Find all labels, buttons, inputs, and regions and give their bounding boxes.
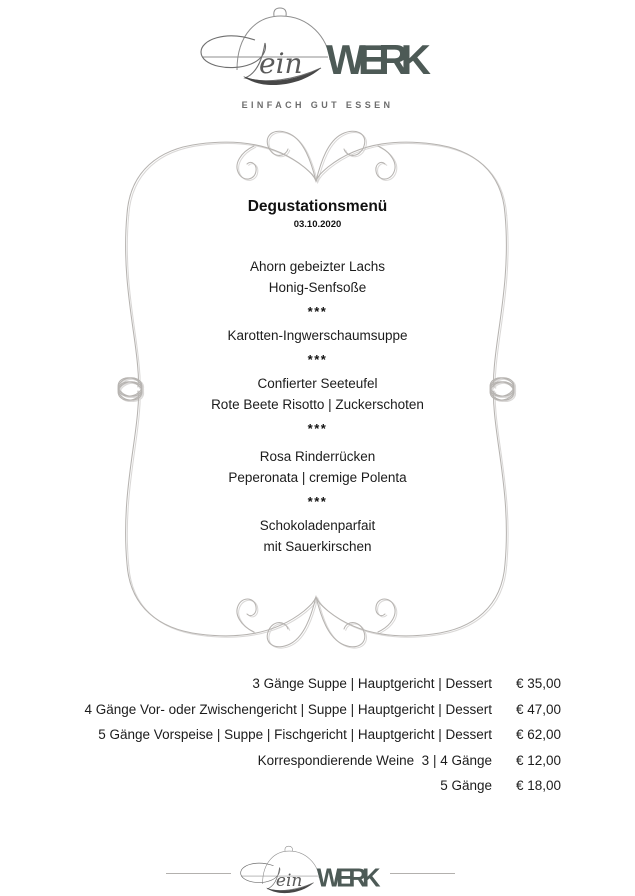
course-line: Ahorn gebeizter Lachs: [249, 259, 386, 274]
price-value: € 62,00: [515, 727, 561, 742]
course-5: [0, 515, 635, 557]
feinwerk-logo-footer: [237, 845, 383, 896]
course-line: Rosa Rinderrücken: [259, 449, 376, 464]
price-label: Korrespondierende Weine 3 | 4 Gänge: [257, 752, 492, 768]
course-separator: ***: [307, 421, 328, 436]
menu-title: Degustationsmenü: [247, 198, 388, 215]
footer-divider-right: [390, 873, 455, 874]
price-label: 4 Gänge Vor- oder Zwischengericht | Suppe | Hauptgericht | Dessert: [84, 701, 492, 717]
course-3: [0, 373, 635, 415]
price-value: € 18,00: [515, 778, 561, 793]
course-line: Rote Beete Risotto | Zuckerschoten: [211, 397, 424, 412]
price-value: € 12,00: [515, 752, 561, 768]
course-line: Peperonata | cremige Polenta: [228, 470, 407, 485]
price-label: 5 Gänge Vorspeise | Suppe | Fischgericht | Hauptgericht | Dessert: [98, 727, 492, 742]
price-list: [85, 676, 561, 804]
price-row: [85, 676, 561, 702]
course-4: [0, 446, 635, 488]
course-line: mit Sauerkirschen: [263, 539, 372, 554]
footer-divider-left: [166, 873, 231, 874]
course-2: [0, 325, 635, 346]
course-separator: ***: [307, 352, 328, 367]
brand-tagline: EINFACH GUT ESSEN: [241, 100, 394, 110]
course-line: Karotten-Ingwerschaumsuppe: [227, 328, 408, 343]
menu-date: 03.10.2020: [293, 219, 342, 230]
price-label: 3 Gänge Suppe | Hauptgericht | Dessert: [252, 676, 492, 691]
price-label: 5 Gänge: [440, 778, 492, 793]
course-separator: ***: [307, 494, 328, 509]
price-row: [85, 702, 561, 728]
course-line: Honig-Senfsoße: [268, 280, 367, 295]
feinwerk-logo: [195, 6, 435, 98]
menu-content: [0, 197, 635, 557]
price-row: [85, 778, 561, 804]
course-1: [0, 256, 635, 298]
price-value: € 35,00: [515, 676, 561, 691]
price-row: [85, 727, 561, 753]
course-separator: ***: [307, 304, 328, 319]
course-line: Schokoladenparfait: [259, 518, 376, 533]
price-value: € 47,00: [515, 701, 561, 717]
price-row: [85, 753, 561, 779]
course-line: Confierter Seeteufel: [257, 376, 378, 391]
